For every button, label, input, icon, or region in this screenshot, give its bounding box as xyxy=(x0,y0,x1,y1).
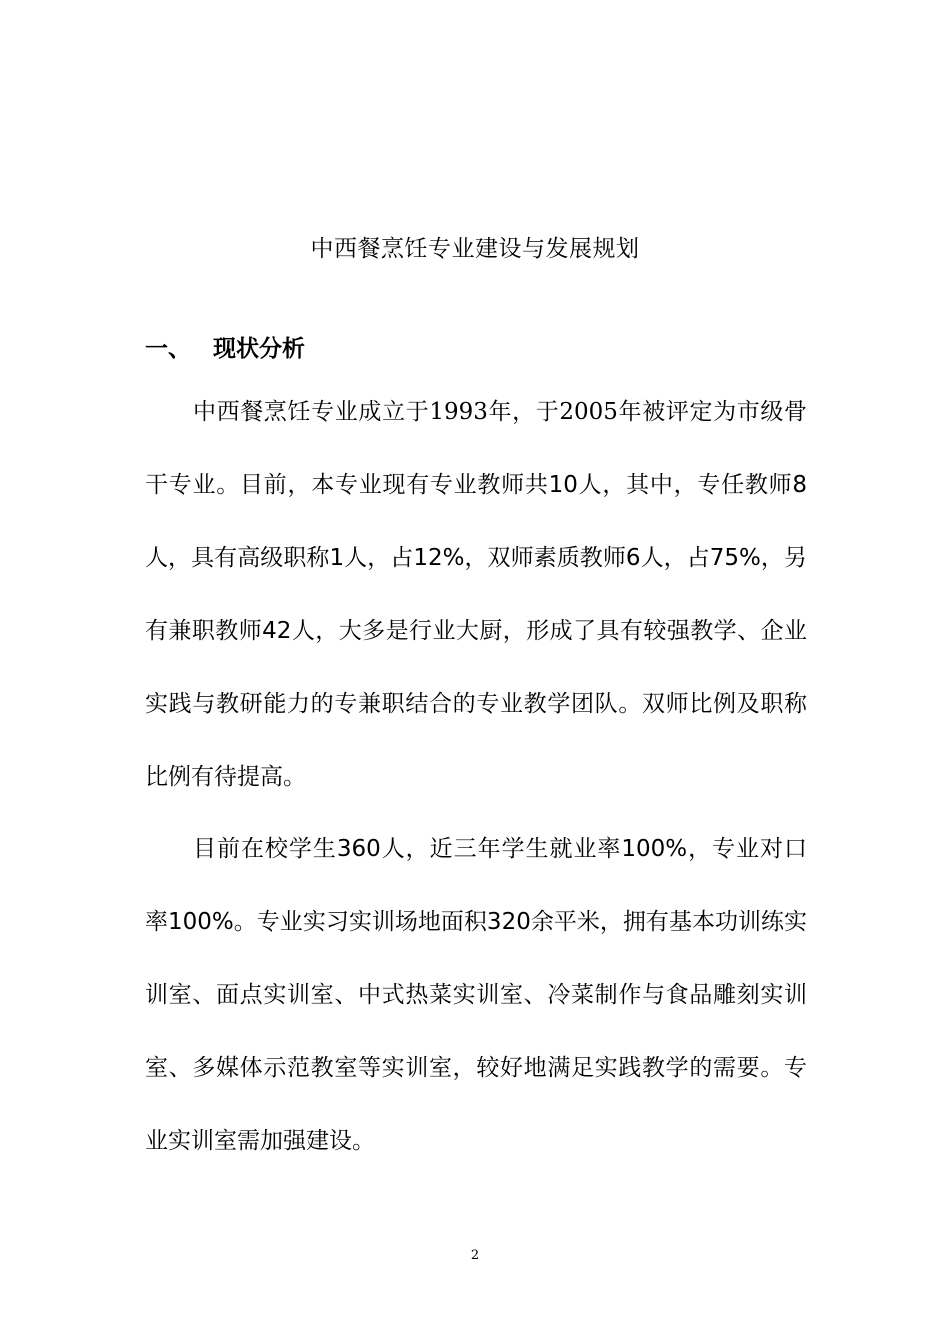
paragraph-faculty xyxy=(145,376,807,814)
paragraph-facilities-body: 基本功训练实训室、面点实训室、中式热菜实训室、冷菜制作与食品雕刻实训室、多媒体示范教室等实训室，较好地满足实践教学的需要。 xyxy=(145,909,808,1081)
paragraph-students-facilities xyxy=(145,813,807,1178)
paragraph-faculty-body: 目前，本专业现有专业教师共10人，其中，专任教师8人，具有高级职称1人，占12%，双师素质教师6人，占75%，另有兼职教师42人，大多是行业大厨，形成了具有较强教学、企业实践与教研能力的专兼职结合的专业教学团队。双师比例及职称比例有待提高。 xyxy=(145,472,808,790)
section-heading-text: 现状分析 xyxy=(213,336,305,362)
section-number: 一、 xyxy=(145,336,191,362)
document-title: 中西餐烹饪专业建设与发展规划 xyxy=(310,236,640,262)
paragraph-students-intro: 目前在校学生360人，近三年学生就业率100%，专业对口率100%。专业实习实训场地面积320余平米，拥有 xyxy=(145,836,807,935)
paragraph-faculty-intro: 中西餐烹饪专业成立于1993年，于2005年被评定为市级骨干专业。 xyxy=(145,399,807,498)
page-number: 2 xyxy=(470,1248,480,1263)
section-heading xyxy=(145,332,305,366)
paragraph-facilities-outro: 专业实训室需加强建设。 xyxy=(145,1055,807,1154)
